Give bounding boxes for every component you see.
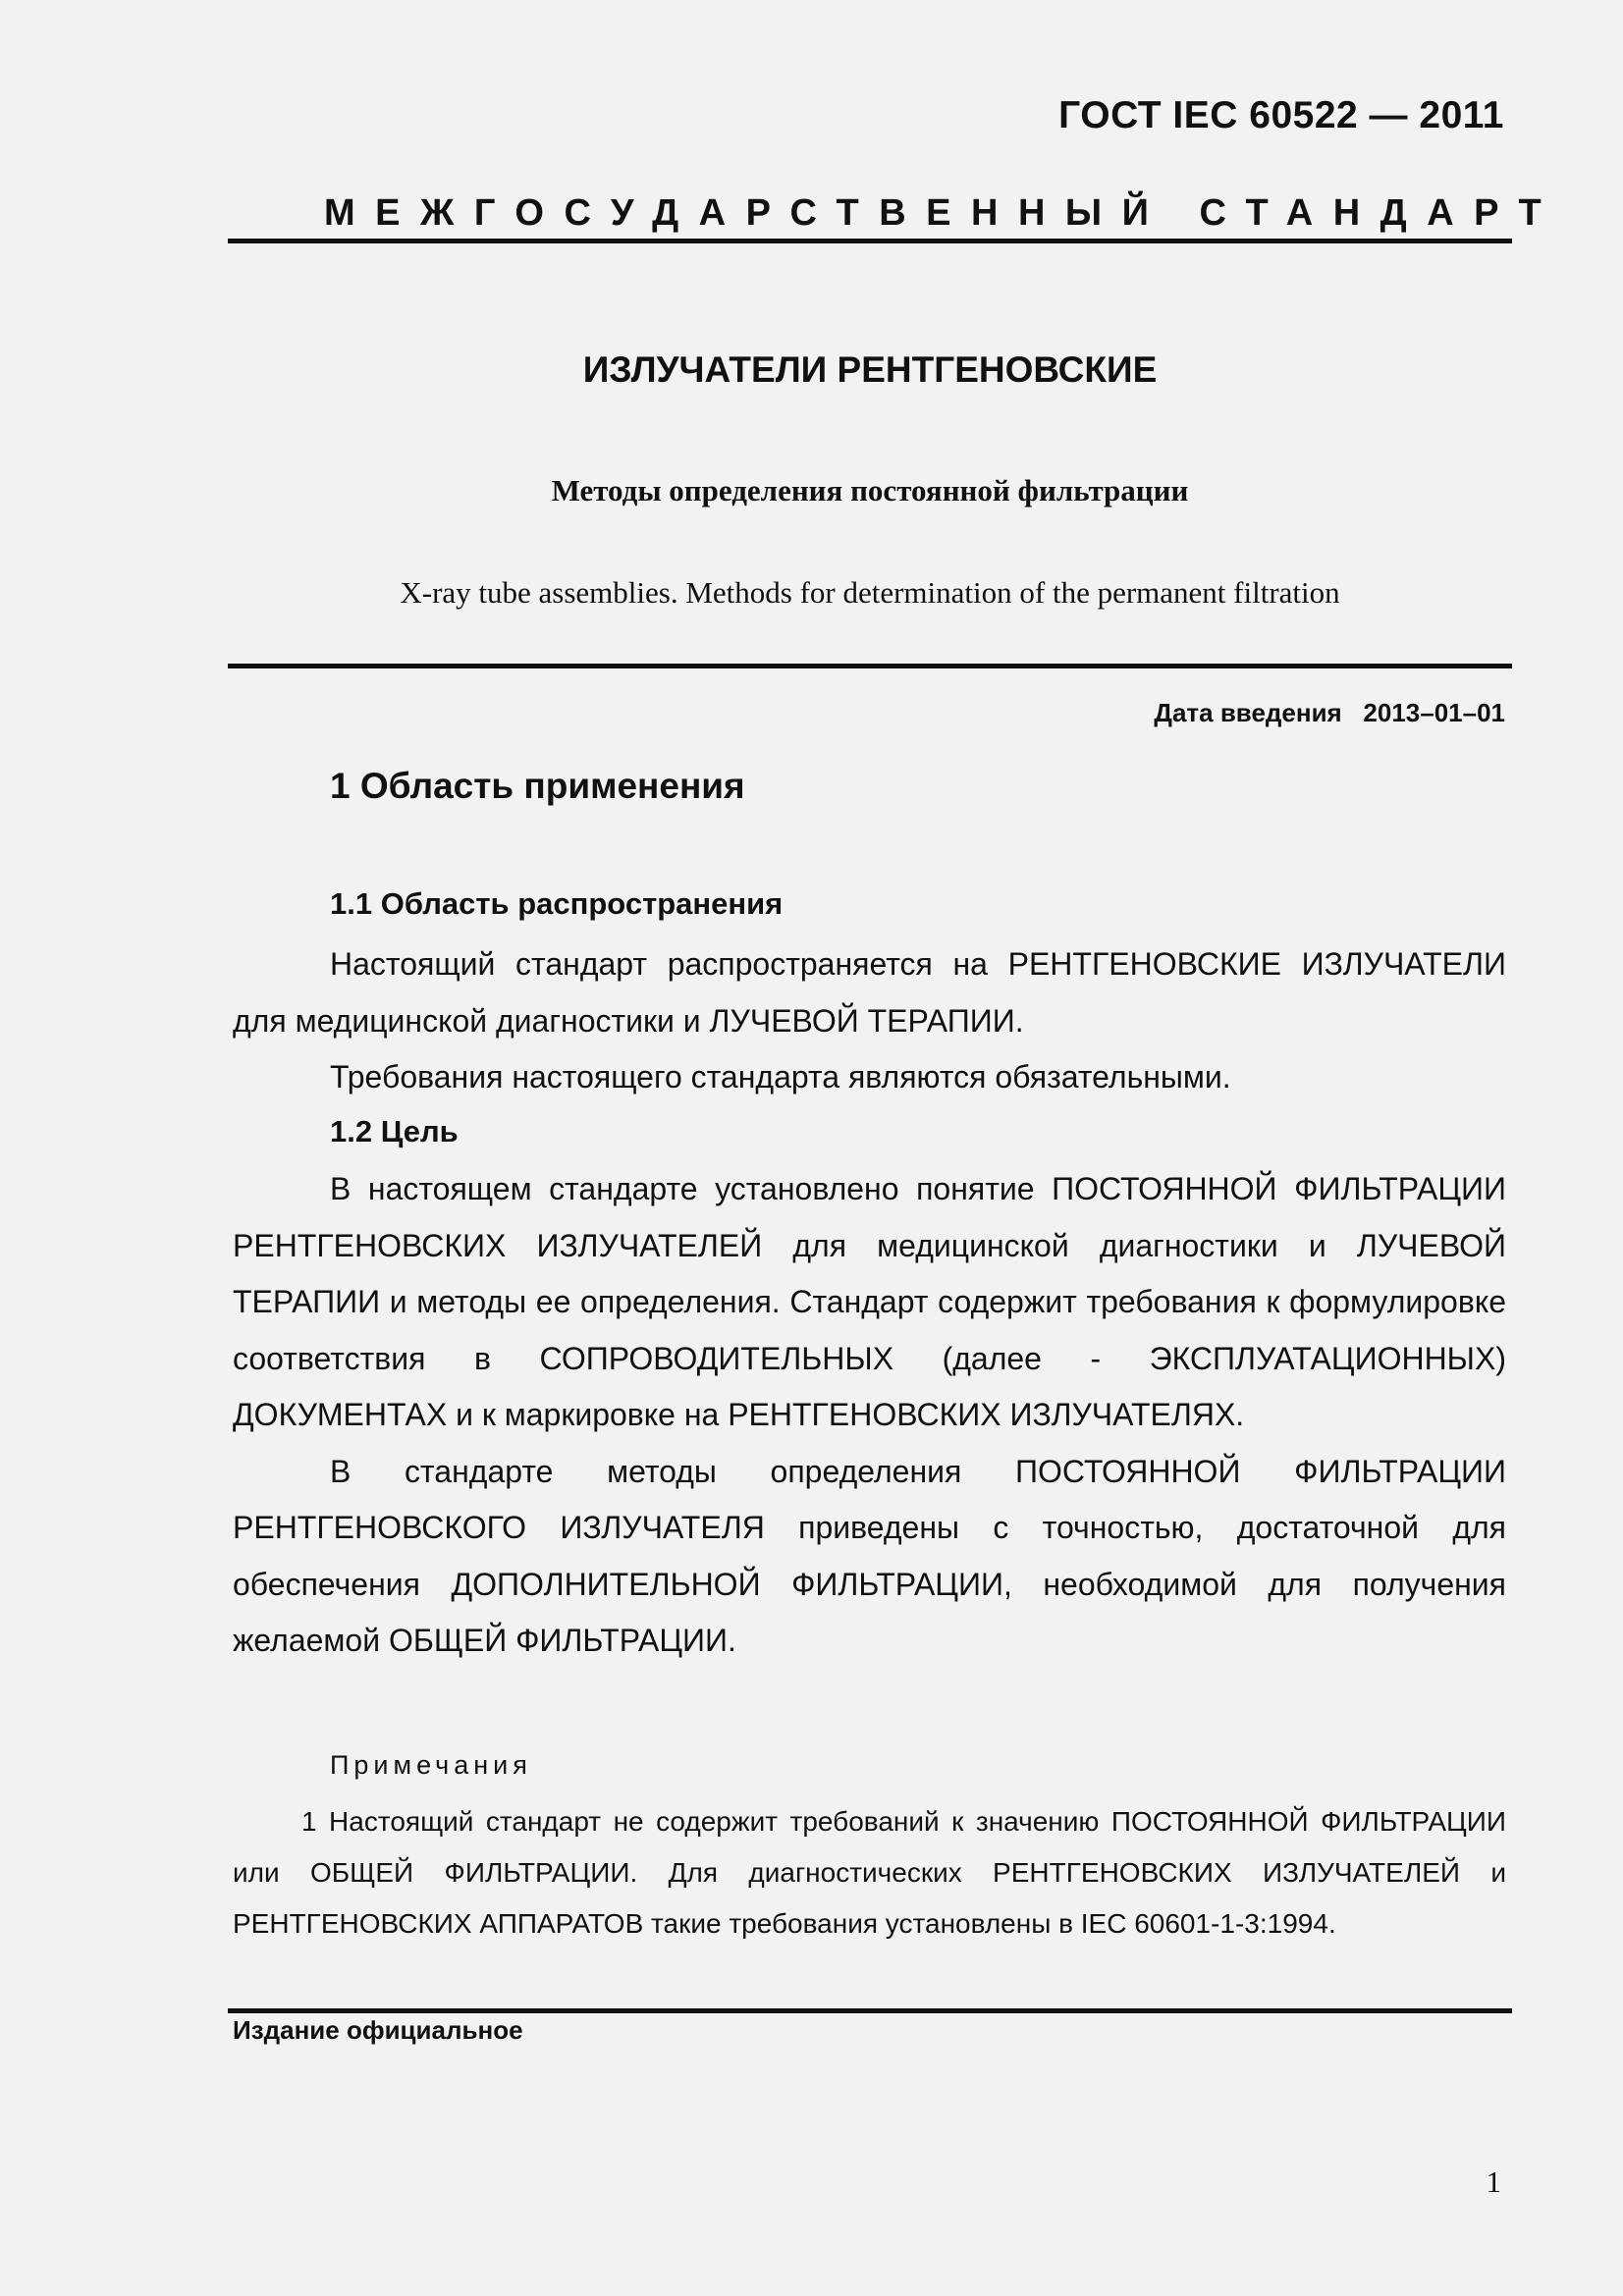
document-subtitle-en: X-ray tube assemblies. Methods for determination of the permanent filtration — [400, 575, 1340, 610]
paragraph: В настоящем стандарте установлено понятие ПОСТОЯННОЙ ФИЛЬТРАЦИИ РЕНТГЕНОВСКИХ ИЗЛУЧАТЕЛЕЙ для медицинской диагностики и ЛУЧЕВОЙ ТЕРАПИИ и методы ее определения. Стандарт содержит требования к формулировке соответствия в СОПРОВОДИТЕЛЬНЫХ (далее - ЭКСПЛУАТАЦИОННЫХ) ДОКУМЕНТАХ и к маркировке на РЕНТГЕНОВСКИХ ИЗЛУЧАТЕЛЯХ. — [233, 1171, 1506, 1432]
note-paragraph: 1 Настоящий стандарт не содержит требований к значению ПОСТОЯННОЙ ФИЛЬТРАЦИИ или ОБЩЕЙ ФИЛЬТРАЦИИ. Для диагностических РЕНТГЕНОВСКИХ ИЗЛУЧАТЕЛЕЙ и РЕНТГЕНОВСКИХ АППАРАТОВ такие требования установлены в IEC 60601-1-3:1994. — [233, 1806, 1506, 1939]
interstate-standard-label: МЕЖГОСУДАРСТВЕННЫЙ СТАНДАРТ — [324, 192, 1562, 234]
subsection-1-2-body — [233, 1161, 1506, 1670]
page-number: 1 — [1486, 2164, 1501, 2199]
document-code: ГОСТ IEC 60522 — 2011 — [1058, 94, 1504, 136]
introduction-date: Дата введения 2013–01–01 — [1154, 698, 1505, 727]
paragraph: Требования настоящего стандарта являются обязательными. — [330, 1059, 1231, 1095]
document-title: ИЗЛУЧАТЕЛИ РЕНТГЕНОВСКИЕ — [582, 349, 1158, 390]
subsection-1-1-body — [233, 936, 1506, 1106]
section-1-heading: 1 Область применения — [330, 766, 745, 806]
official-edition-label: Издание официальное — [233, 2015, 523, 2045]
notes-label: Примечания — [330, 1750, 532, 1780]
title-divider — [228, 664, 1512, 668]
footer-divider — [228, 2008, 1512, 2013]
header-divider — [228, 239, 1512, 243]
document-subtitle-ru: Методы определения постоянной фильтрации — [551, 473, 1189, 507]
subsection-1-2-heading: 1.2 Цель — [330, 1114, 459, 1148]
note-1 — [233, 1796, 1506, 1949]
subsection-1-1-heading: 1.1 Область распространения — [330, 886, 784, 921]
paragraph: В стандарте методы определения ПОСТОЯННОЙ ФИЛЬТРАЦИИ РЕНТГЕНОВСКОГО ИЗЛУЧАТЕЛЯ приведены с точностью, достаточной для обеспечения ДОПОЛНИТЕЛЬНОЙ ФИЛЬТРАЦИИ, необходимой для получения желаемой ОБЩЕЙ ФИЛЬТРАЦИИ. — [233, 1453, 1506, 1658]
paragraph: Настоящий стандарт распространяется на РЕНТГЕНОВСКИЕ ИЗЛУЧАТЕЛИ для медицинской диагностики и ЛУЧЕВОЙ ТЕРАПИИ. — [233, 946, 1506, 1039]
